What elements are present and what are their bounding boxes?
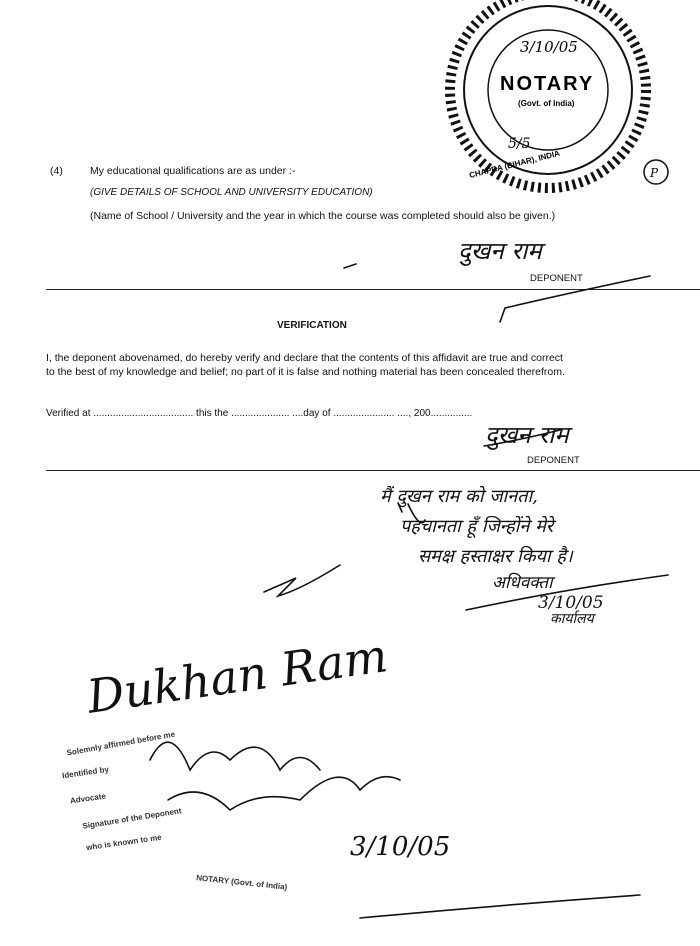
stamp-location: CHAPRA (BIHAR), INDIA — [468, 148, 561, 180]
stamp-number: 5/5 — [508, 136, 531, 152]
faded-stamp-line-2: Identified by — [61, 764, 110, 781]
bottom-initials-2 — [168, 777, 400, 810]
faded-stamp-line-4: Signature of the Deponent — [81, 806, 183, 831]
faded-stamp-line-3: Advocate — [69, 791, 107, 806]
bottom-initials-1 — [150, 742, 320, 770]
clause-heading: My educational qualifications are as under :- — [90, 165, 296, 177]
id-note-line-2: पहचानता हूँ जिन्होंने मेरे — [400, 516, 554, 537]
faded-stamp-line-5: who is known to me — [85, 832, 163, 853]
clause-instruction: (GIVE DETAILS OF SCHOOL AND UNIVERSITY EDUCATION) — [90, 187, 373, 198]
id-note-line-1: मैं दुखन राम को जानता, — [380, 486, 538, 507]
stamp-handwritten-date: 3/10/05 — [520, 38, 578, 56]
deponent-label-2: DEPONENT — [527, 455, 580, 466]
deponent-signature-1: दुखन राम — [458, 237, 542, 265]
clause-note: (Name of School / University and the year in which the course was completed should also be given.) — [90, 210, 556, 222]
bottom-date: 3/10/05 — [350, 832, 451, 862]
verification-body: I, the deponent abovenamed, do hereby verify and declare that the contents of this affidavit are true and correct to the best of my knowledge and belief; no part of it is false and nothing material has been concealed therefrom. — [46, 352, 565, 378]
deponent-signature-2: दुखन राम — [485, 421, 569, 449]
clause-number: (4) — [50, 165, 63, 177]
stray-mark — [344, 264, 356, 268]
note-underline — [466, 575, 668, 610]
tick-mark-1 — [500, 276, 650, 322]
note-scribble — [398, 503, 425, 523]
id-note-date: 3/10/05 — [538, 593, 604, 613]
bottom-signature: Dukhan Ram — [83, 628, 391, 724]
faded-stamp-line-1: Solemnly affirmed before me — [65, 729, 176, 758]
deponent-label-1: DEPONENT — [530, 273, 583, 284]
stamp-subtitle: (Govt. of India) — [518, 99, 575, 108]
bottom-underline — [360, 895, 640, 918]
stamp-sign-letter: P — [650, 166, 659, 180]
tick-mark-2 — [264, 565, 340, 596]
stamp-title: NOTARY — [500, 73, 595, 95]
id-note-sign: अधिवक्ता — [492, 573, 553, 593]
signature-underline-2 — [484, 430, 560, 446]
faded-stamp-line-6: NOTARY (Govt. of India) — [195, 873, 288, 892]
id-note-line-3: समक्ष हस्ताक्षर किया है। — [418, 546, 573, 567]
verified-at-line: Verified at .................................... this the ..................... ....day of ...................... ...., 200............... — [46, 408, 473, 419]
verification-title: VERIFICATION — [277, 320, 347, 331]
id-note-designation: कार्यालय — [550, 611, 594, 627]
